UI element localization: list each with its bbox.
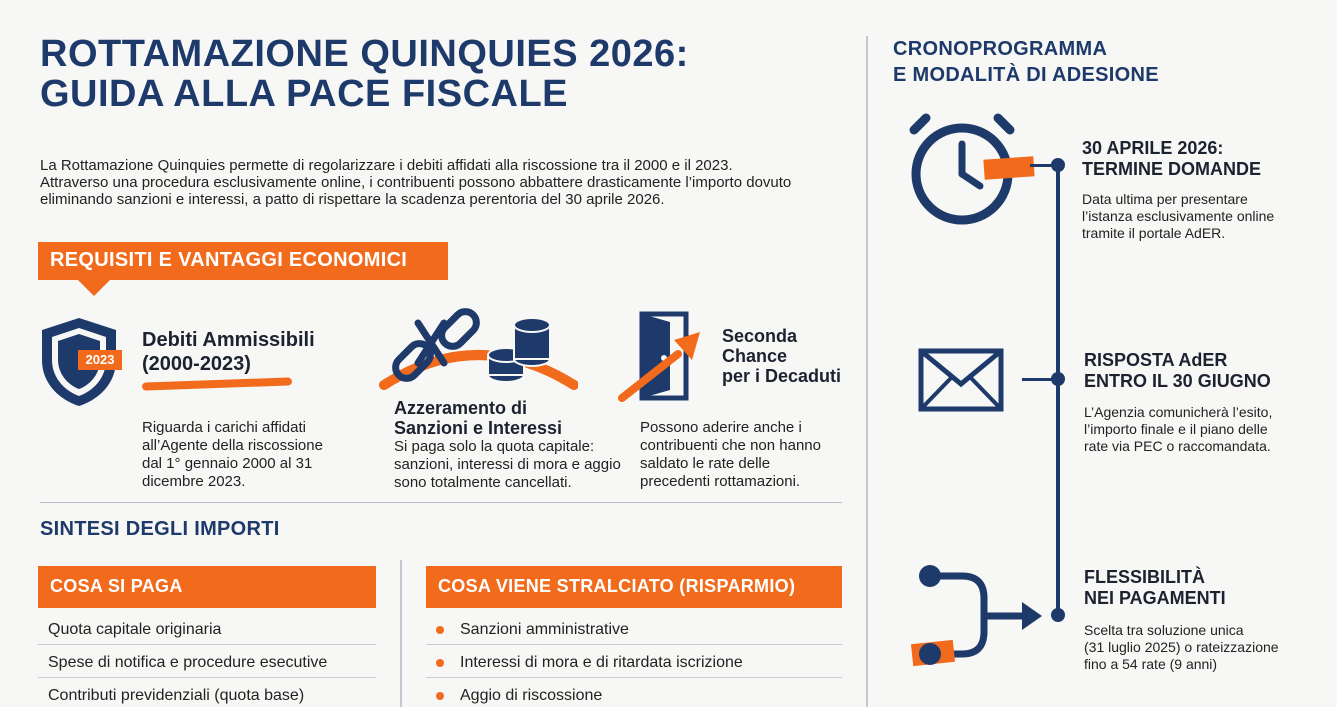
card2-text xyxy=(394,438,634,492)
card1-text-line1: Riguarda i carichi affidati xyxy=(142,419,306,436)
section-divider xyxy=(40,502,842,503)
step3-text xyxy=(1084,622,1329,673)
card3-title-line2: Chance xyxy=(722,346,788,366)
save-row-label: Sanzioni amministrative xyxy=(460,621,629,638)
stopwatch-icon xyxy=(900,112,1040,228)
pay-column xyxy=(38,566,376,707)
card1-title xyxy=(142,328,315,376)
card2-title-line1: Azzeramento di xyxy=(394,398,528,418)
step2-title-line2: ENTRO IL 30 GIUGNO xyxy=(1084,371,1271,391)
card3-text-line3: saldato le rate delle xyxy=(640,455,771,472)
save-row xyxy=(426,612,842,645)
pay-row: Contributi previdenziali (quota base) xyxy=(48,687,305,704)
card3-title-line1: Seconda xyxy=(722,326,798,346)
step2-title-line1: RISPOSTA AdER xyxy=(1084,350,1228,370)
step2-text-line1: L’Agenzia comunicherà l’esito, xyxy=(1084,404,1273,420)
step3-title-line1: FLESSIBILITÀ xyxy=(1084,567,1205,587)
page-title-line2: GUIDA ALLA PACE FISCALE xyxy=(40,73,569,115)
card1-title-line2: (2000-2023) xyxy=(142,353,251,375)
split-arrow-icon xyxy=(906,562,1046,674)
step1-title xyxy=(1082,138,1261,180)
orange-underline xyxy=(142,377,292,390)
save-row xyxy=(426,678,842,707)
sintesi-title: SINTESI DEGLI IMPORTI xyxy=(40,518,280,540)
step3-text-line1: Scelta tra soluzione unica xyxy=(1084,622,1244,638)
crono-title-line1: CRONOPROGRAMMA xyxy=(893,38,1108,60)
page-title xyxy=(40,34,840,114)
timeline-dot xyxy=(1051,608,1065,622)
card2-title-line2: Sanzioni e Interessi xyxy=(394,418,563,438)
crono-title xyxy=(893,36,1159,88)
save-column-header: COSA VIENE STRALCIATO (RISPARMIO) xyxy=(426,566,842,608)
page-title-line1: ROTTAMAZIONE QUINQUIES 2026: xyxy=(40,33,689,75)
shield-icon xyxy=(36,314,122,410)
intro-paragraph xyxy=(40,157,830,208)
card2-text-line2: sanzioni, interessi di mora e aggio xyxy=(394,456,621,473)
pay-row: Spese di notifica e procedure esecutive xyxy=(38,645,376,678)
card1-text-line2: all’Agente della riscossione xyxy=(142,437,323,454)
save-row-label: Interessi di mora e di ritardata iscrizione xyxy=(460,654,743,671)
pay-column-header: COSA SI PAGA xyxy=(38,566,376,608)
requisiti-banner xyxy=(38,242,448,280)
step1-text-line1: Data ultima per presentare xyxy=(1082,191,1248,207)
timeline-dot xyxy=(1051,372,1065,386)
intro-line2: Attraverso una procedura esclusivamente online, i contribuenti possono abbattere drasticamente l’importo dovuto xyxy=(40,174,792,191)
card3-title-line3: per i Decaduti xyxy=(722,366,842,386)
card1-text-line4: dicembre 2023. xyxy=(142,473,246,490)
step1-text-line3: tramite il portale AdER. xyxy=(1082,225,1226,241)
step2-text xyxy=(1084,404,1329,455)
bullet-icon xyxy=(436,659,444,667)
step3-text-line3: fino a 54 rate (9 anni) xyxy=(1084,656,1218,672)
save-column xyxy=(426,566,842,707)
card2-title xyxy=(394,398,562,438)
card3-text-line1: Possono aderire anche i xyxy=(640,419,802,436)
requisiti-banner-label: REQUISITI E VANTAGGI ECONOMICI xyxy=(50,249,408,271)
column-divider xyxy=(866,36,868,707)
timeline-dot xyxy=(1051,158,1065,172)
card1-text xyxy=(142,419,352,491)
step1-title-line2: TERMINE DOMANDE xyxy=(1082,159,1261,179)
step2-text-line2: l’importo finale e il piano delle xyxy=(1084,421,1268,437)
card1-title-line1: Debiti Ammissibili xyxy=(142,329,315,351)
step2-title xyxy=(1084,350,1271,392)
badge-year: 2023 xyxy=(85,352,115,367)
step3-title-line2: NEI PAGAMENTI xyxy=(1084,588,1226,608)
table-divider xyxy=(400,560,402,707)
envelope-icon xyxy=(918,348,1004,412)
step3-title xyxy=(1084,567,1226,609)
crono-title-line2: E MODALITÀ DI ADESIONE xyxy=(893,64,1159,86)
card2-text-line3: sono totalmente cancellati. xyxy=(394,474,572,491)
card1-text-line3: dal 1° gennaio 2000 al 31 xyxy=(142,455,313,472)
card3-text-line4: precedenti rottamazioni. xyxy=(640,473,801,490)
card2-text-line1: Si paga solo la quota capitale: xyxy=(394,438,595,455)
save-row-label: Aggio di riscossione xyxy=(460,687,603,704)
step2-text-line3: rate via PEC o raccomandata. xyxy=(1084,438,1271,454)
door-arrow-icon xyxy=(618,310,710,402)
card3-text xyxy=(640,419,850,491)
banner-notch xyxy=(78,280,110,296)
card3-title xyxy=(722,326,841,386)
intro-line3: eliminando sanzioni e interessi, a patto di rispettare la scadenza perentoria del 30 aprile 2026. xyxy=(40,191,665,208)
step1-title-line1: 30 APRILE 2026: xyxy=(1082,138,1224,158)
broken-chain-coins-icon xyxy=(378,305,578,397)
step1-text xyxy=(1082,191,1327,242)
step1-text-line2: l’istanza esclusivamente online xyxy=(1082,208,1275,224)
timeline-line xyxy=(1056,160,1060,620)
bullet-icon xyxy=(436,626,444,634)
pay-row: Quota capitale originaria xyxy=(38,612,376,645)
card3-text-line2: contribuenti che non hanno xyxy=(640,437,821,454)
bullet-icon xyxy=(436,692,444,700)
step3-text-line2: (31 luglio 2025) o rateizzazione xyxy=(1084,639,1279,655)
intro-line1: La Rottamazione Quinquies permette di regolarizzare i debiti affidati alla riscossione tra il 2000 e il 2023. xyxy=(40,157,733,174)
save-row xyxy=(426,645,842,678)
